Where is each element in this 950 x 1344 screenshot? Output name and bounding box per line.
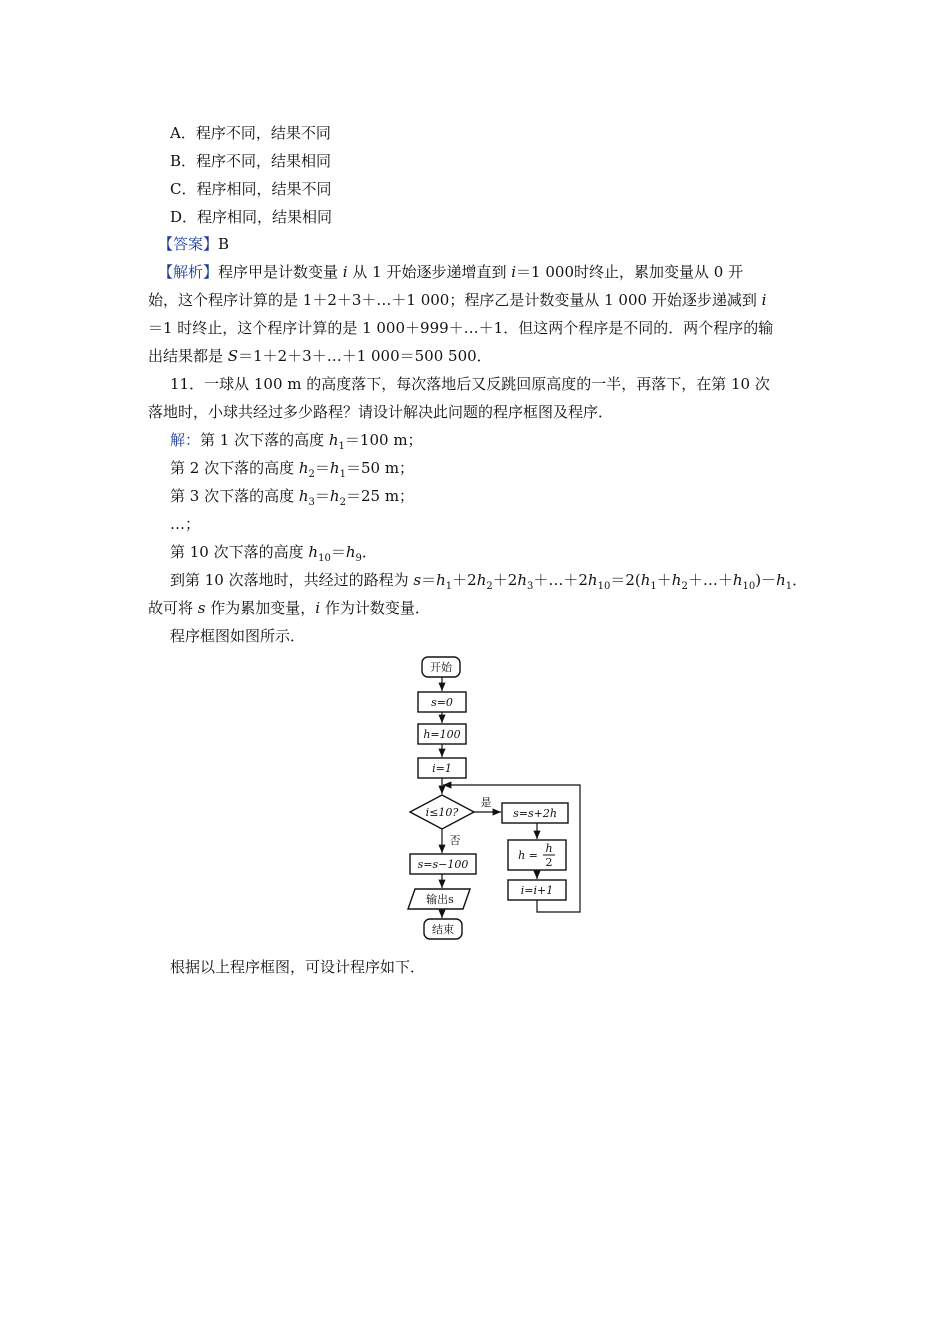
s-subtract-label: s=s−100 xyxy=(417,858,469,871)
solution-step-1: 解：第 1 次下落的高度 $h_1=100$ m； xyxy=(170,431,423,452)
s-accumulate-label: s=s+2h xyxy=(513,807,557,820)
end-label: 结束 xyxy=(432,923,454,936)
solution-conclusion: 故可将 s 作为累加变量，i 作为计数变量． xyxy=(148,599,430,617)
solution-step-10: 第 10 次下落的高度 $h_{10}=h_9$． xyxy=(170,543,377,564)
answer-line xyxy=(158,234,828,254)
option-b: B．程序不同，结果相同 xyxy=(170,152,332,170)
question-11-line-1: 11．一球从 100 m 的高度落下，每次落地后又反跳回原高度的一半，再落下，在第 10 次 xyxy=(170,375,770,393)
h-halve-denominator: 2 xyxy=(545,856,553,869)
start-label: 开始 xyxy=(430,661,452,674)
question-11-line-2: 落地时，小球共经过多少路程？请设计解决此问题的程序框图及程序． xyxy=(148,403,614,421)
solution-tag: 解： xyxy=(170,431,201,449)
option-d: D．程序相同，结果相同 xyxy=(170,208,333,226)
analysis-line-4: 出结果都是 S＝1＋2＋3＋…＋1 000＝500 500． xyxy=(148,347,492,365)
output-label: 输出s xyxy=(426,893,454,906)
no-label: 否 xyxy=(449,834,461,847)
option-a: A．程序不同，结果不同 xyxy=(170,124,331,142)
analysis-line-2: 始，这个程序计算的是 1＋2＋3＋…＋1 000；程序乙是计数变量从 1 000 开始逐步递减到 i xyxy=(148,291,767,309)
solution-step-3: 第 3 次下落的高度 $h_3=h_2=25$ m； xyxy=(170,487,415,508)
solution-step-2: 第 2 次下落的高度 $h_2=h_1=50$ m； xyxy=(170,459,415,480)
analysis-tag: 【解析】 xyxy=(158,263,219,281)
s-init-label: s=0 xyxy=(431,696,453,709)
option-c: C．程序相同，结果不同 xyxy=(170,180,332,198)
solution-dots: …； xyxy=(170,515,201,533)
condition-label: i≤10? xyxy=(425,806,459,819)
h-halve-numerator: h xyxy=(545,842,553,855)
h-init-label: h=100 xyxy=(423,728,461,741)
i-init-label: i=1 xyxy=(432,762,452,775)
closing-line: 根据以上程序框图，可设计程序如下． xyxy=(170,958,426,976)
flowchart-intro: 程序框图如图所示． xyxy=(170,627,306,645)
answer-value: B xyxy=(218,235,230,253)
flowchart xyxy=(400,652,590,944)
h-halve-lhs: h = xyxy=(518,849,538,862)
i-increment-label: i=i+1 xyxy=(520,884,554,897)
analysis-line-1: 【解析】程序甲是计数变量 i 从 1 开始逐步递增直到 i＝1 000时终止，累加变量从 0 开 xyxy=(158,263,744,281)
yes-label: 是 xyxy=(480,796,492,809)
analysis-line-3: ＝1 时终止，这个程序计算的是 1 000＋999＋…＋1．但这两个程序是不同的．两个程序的输 xyxy=(148,319,774,337)
solution-path-formula: 到第 10 次落地时，共经过的路程为 $s=h_1+2h_2+2h_3+\dots+2h_{10}=2(h_1+h_2+\dots+h_{10})-h_1$． xyxy=(170,571,808,592)
answer-tag: 【答案】 xyxy=(158,235,219,253)
